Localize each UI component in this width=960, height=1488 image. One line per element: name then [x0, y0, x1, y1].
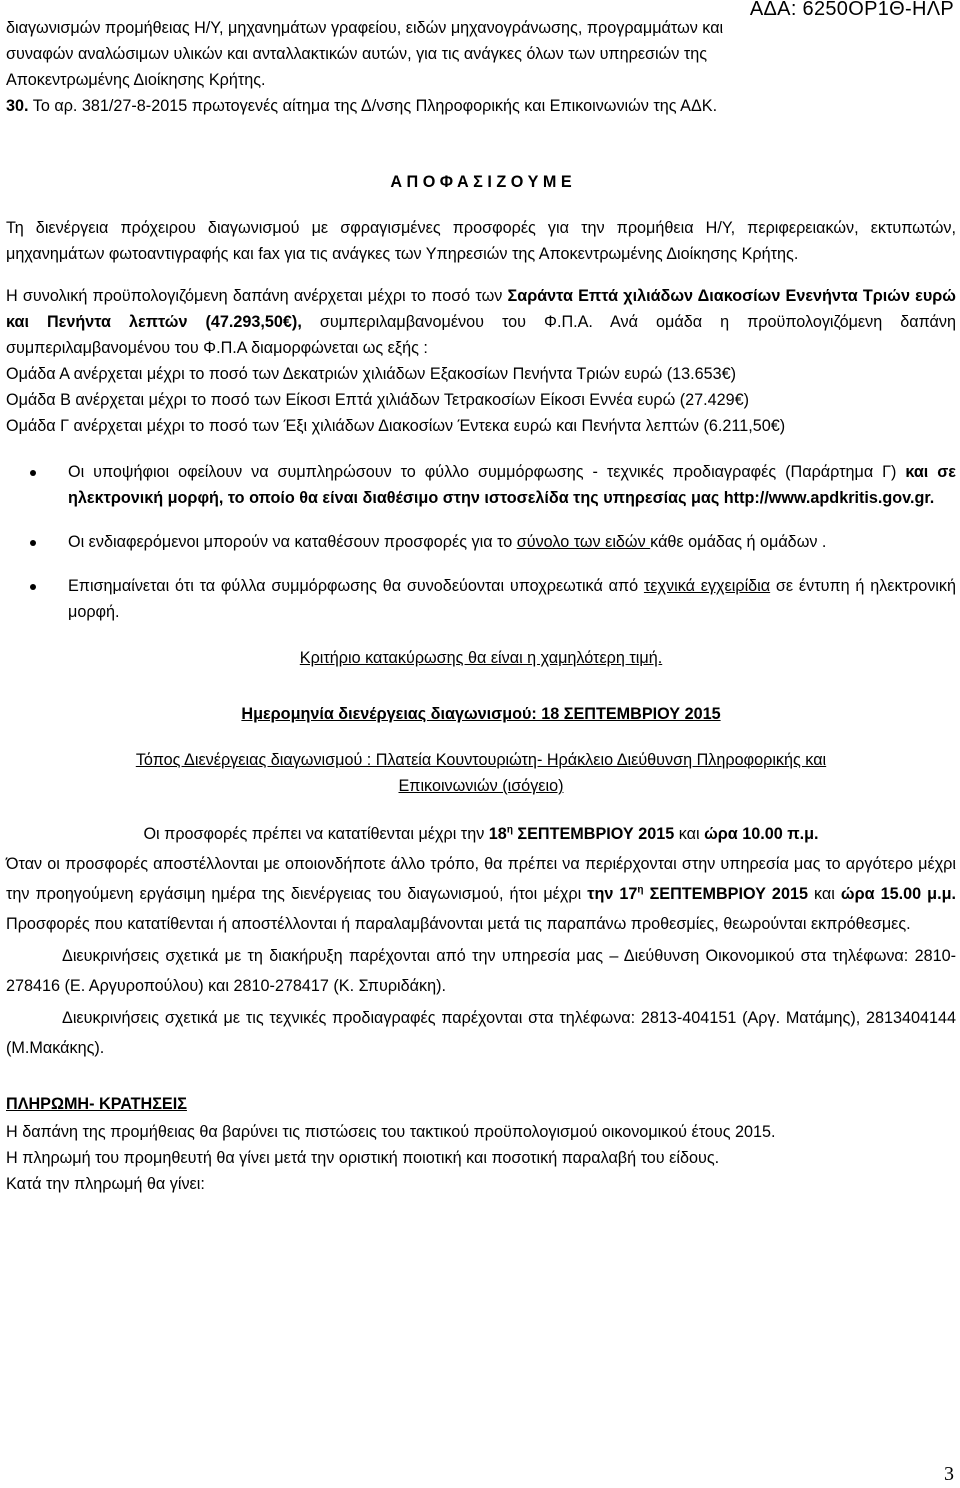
- submission-day: 18: [488, 825, 507, 843]
- paragraph-procurement: Τη διενέργεια πρόχειρου διαγωνισμού με σφραγισμένες προσφορές για την προμήθεια Η/Υ, περιφερειακών, εκτυπωτών, μηχανημάτων φωτοαντιγραφής και fax για τις ανάγκες των Υπηρεσιών της Αποκεντρωμένης Διοίκησης Κρήτης.: [6, 219, 956, 263]
- postal-time: ώρα 15.00 μ.μ.: [840, 885, 956, 903]
- budget-group-c: Ομάδα Γ ανέρχεται μέχρι το ποσό των Έξι χιλιάδων Διακοσίων Έντεκα ευρώ και Πενήντα λεπτών (6.211,50€): [6, 417, 786, 435]
- bullet-icon: [30, 470, 36, 476]
- paragraph-clarifications-technical: Διευκρινήσεις σχετικά με τις τεχνικές προδιαγραφές παρέχονται στα τηλέφωνα: 2813-404151 (Αργ. Ματάμης), 2813404144 (Μ.Μακάκης).: [6, 1009, 956, 1057]
- submission-date: ΣΕΠΤΕΜΒΡΙΟΥ 2015: [512, 825, 675, 843]
- postal-mid: και: [807, 885, 841, 903]
- bullet-1-text: Οι υποψήφιοι οφείλουν να συμπληρώσουν το φύλλο συμμόρφωσης - τεχνικές προδιαγραφές (Παράρτημα Γ): [68, 463, 906, 481]
- tender-place-line-1: Τόπος Διενέργειας διαγωνισμού : Πλατεία Κουντουριώτη- Ηράκλειο Διεύθυνση Πληροφορικής και: [135, 751, 827, 769]
- bullet-icon: [30, 584, 36, 590]
- item-30-number: 30.: [6, 97, 29, 115]
- payment-line-2: Η πληρωμή του προμηθευτή θα γίνει μετά την οριστική ποιοτική και ποσοτική παραλαβή του είδους.: [6, 1149, 720, 1167]
- submission-time: ώρα 10.00 π.μ.: [704, 825, 819, 843]
- submission-lead: Οι προσφορές πρέπει να κατατίθενται μέχρι την: [143, 825, 489, 843]
- intro-line-2: συναφών αναλώσιμων υλικών και ανταλλακτικών αυτών, για τις ανάγκες όλων των υπηρεσιών της: [6, 45, 708, 63]
- bullet-item-manuals: [6, 573, 956, 625]
- postal-day-suffix: η: [637, 884, 644, 896]
- bullet-icon: [30, 540, 36, 546]
- budget-group-a: Ομάδα Α ανέρχεται μέχρι το ποσό των Δεκατριών χιλιάδων Εξακοσίων Πενήντα Τριών ευρώ (13.653€): [6, 365, 737, 383]
- payment-line-3: Κατά την πληρωμή θα γίνει:: [6, 1175, 205, 1193]
- item-30: [6, 93, 956, 119]
- bullet-2-underlined: σύνολο των ειδών: [516, 533, 651, 551]
- bullet-1-bold: και σε ηλεκτρονική μορφή, το οποίο θα είναι διαθέσιμο στην ιστοσελίδα της υπηρεσίας μας http://www.apdkritis.gov.gr.: [68, 463, 956, 507]
- tender-date: Ημερομηνία διενέργειας διαγωνισμού: 18 ΣΕΠΤΕΜΒΡΙΟΥ 2015: [241, 705, 721, 723]
- bullet-2-text: Οι ενδιαφερόμενοι μπορούν να καταθέσουν προσφορές για το: [68, 533, 517, 551]
- intro-line-3: Αποκεντρωμένης Διοίκησης Κρήτης.: [6, 71, 266, 89]
- postal-date-month: ΣΕΠΤΕΜΒΡΙΟΥ 2015: [643, 885, 808, 903]
- submission-mid: και: [674, 825, 705, 843]
- submission-deadline: [6, 821, 956, 847]
- decision-title: Α Π Ο Φ Α Σ Ι Ζ Ο Υ Μ Ε: [390, 173, 572, 191]
- budget-group-b: Ομάδα Β ανέρχεται μέχρι το ποσό των Είκοσι Επτά χιλιάδων Τετρακοσίων Είκοσι Εννέα ευρώ (27.429€): [6, 391, 750, 409]
- submission-day-suffix: η: [506, 824, 513, 836]
- award-criterion: Κριτήριο κατακύρωσης θα είναι η χαμηλότερη τιμή.: [299, 649, 663, 667]
- budget-lead: Η συνολική προϋπολογιζόμενη δαπάνη ανέρχεται μέχρι το ποσό των: [6, 287, 508, 305]
- payment-line-1: Η δαπάνη της προμήθειας θα βαρύνει τις πιστώσεις του τακτικού προϋπολογισμού οικονομικού έτους 2015.: [6, 1123, 776, 1141]
- bullet-item-compliance: [6, 459, 956, 511]
- document-body: [6, 0, 956, 1197]
- intro-line-1: διαγωνισμών προμήθειας Η/Υ, μηχανημάτων γραφείου, ειδών μηχανογράνωσης, προγραμμάτων και: [6, 19, 724, 37]
- postal-date: την 17: [587, 885, 638, 903]
- budget-amount-number: (47.293,50€),: [187, 313, 302, 331]
- page-number: 3: [944, 1463, 954, 1485]
- paragraph-postal: [6, 849, 956, 939]
- paragraph-clarifications-economic: Διευκρινήσεις σχετικά με τη διακήρυξη παρέχονται από την υπηρεσία μας – Διεύθυνση Οικονομικού στα τηλέφωνα: 2810-278416 (Ε. Αργυροπούλου) και 2810-278417 (Κ. Σπυριδάκη).: [6, 947, 956, 995]
- bullet-3-text: Επισημαίνεται ότι τα φύλλα συμμόρφωσης θα συνοδεύονται υποχρεωτικά από: [68, 577, 644, 595]
- bullet-item-offers: [6, 529, 956, 555]
- bullet-3-tail: σε έντυπη ή ηλεκτρονική μορφή.: [68, 577, 956, 621]
- ada-identifier: ΑΔΑ: 6250ΟΡ1Θ-ΗΛΡ: [749, 0, 954, 20]
- bullet-2-tail: κάθε ομάδας ή ομάδων .: [650, 533, 827, 551]
- budget-tail: συμπεριλαμβανομένου του Φ.Π.Α. Ανά ομάδα η προϋπολογιζόμενη δαπάνη συμπεριλαμβανομένου του Φ.Π.Α διαμορφώνεται ως εξής :: [6, 313, 956, 357]
- payment-title: ΠΛΗΡΩΜΗ- ΚΡΑΤΗΣΕΙΣ: [6, 1095, 187, 1113]
- bullet-3-underlined: τεχνικά εγχειρίδια: [643, 577, 771, 595]
- postal-lead: Όταν οι προσφορές αποστέλλονται με οποιονδήποτε άλλο τρόπο, θα πρέπει να περιέρχονται στην υπηρεσία μας το αργότερο μέχρι την προηγούμενη εργάσιμη ημέρα της διενέργειας του διαγωνισμού, ήτοι μέχρι: [6, 855, 956, 903]
- tender-place-line-2: Επικοινωνιών (ισόγειο): [398, 777, 564, 795]
- item-30-text: Το αρ. 381/27-8-2015 πρωτογενές αίτημα της Δ/νσης Πληροφορικής και Επικοινωνιών της ΑΔΚ.: [32, 97, 718, 115]
- paragraph-budget: [6, 283, 956, 361]
- budget-amount-words: Σαράντα Επτά χιλιάδων Διακοσίων Ενενήντα Τριών ευρώ και Πενήντα λεπτών: [6, 287, 956, 331]
- postal-tail: Προσφορές που κατατίθενται ή αποστέλλονται ή παραλαμβάνονται μετά τις παραπάνω προθεσμίες, θεωρούνται εκπρόθεσμες.: [6, 915, 911, 933]
